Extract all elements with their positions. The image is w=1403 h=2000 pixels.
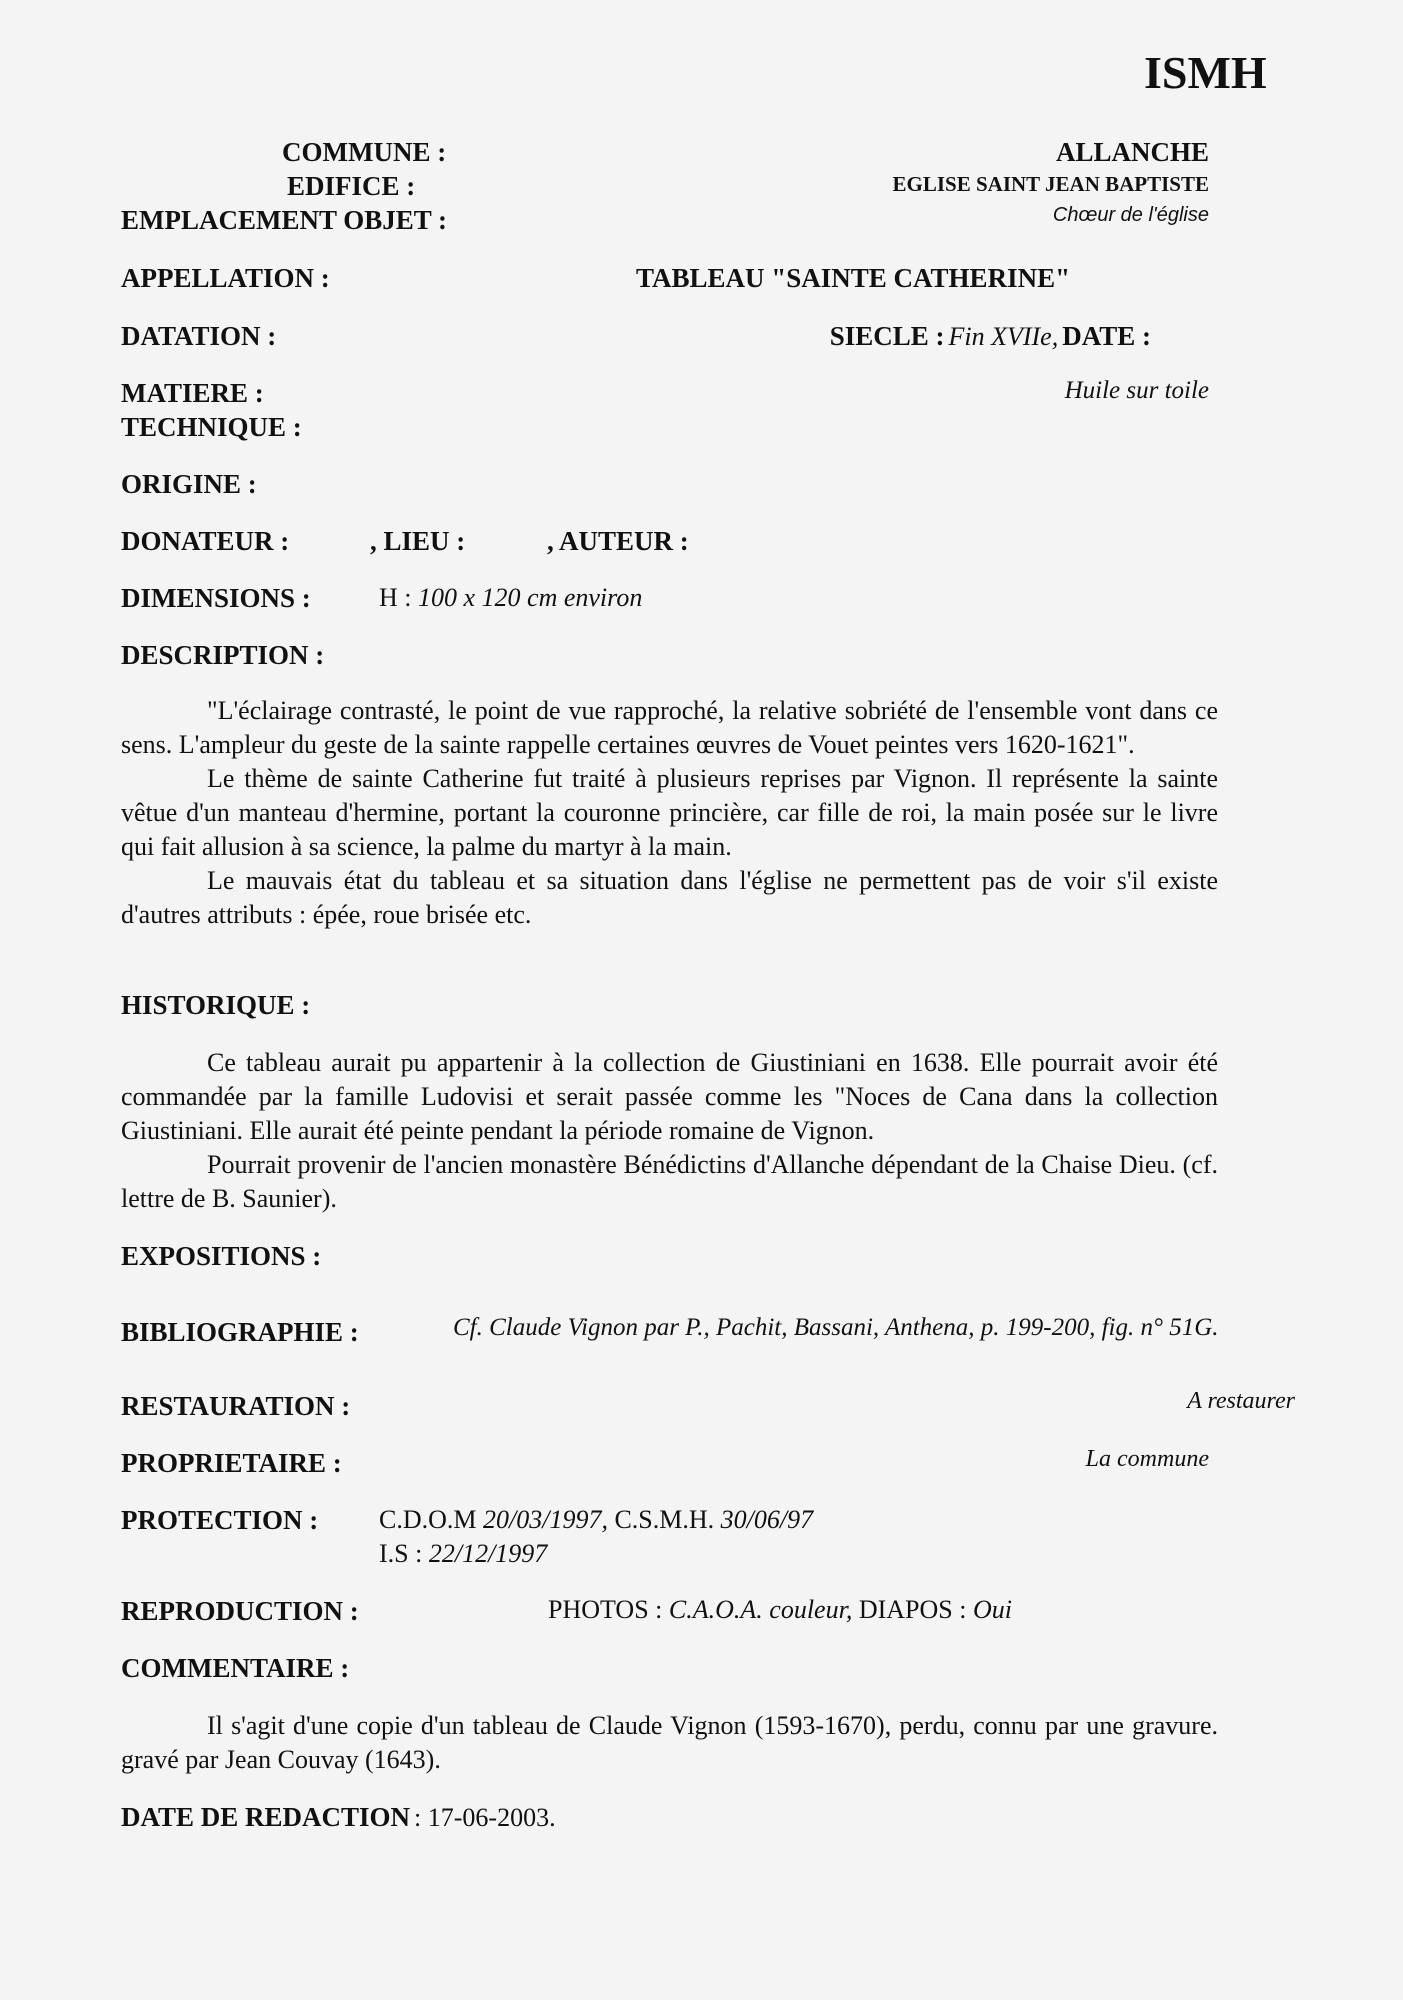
- protection-cdom-date: 20/03/1997,: [483, 1505, 608, 1534]
- siecle-label: SIECLE :: [829, 321, 945, 351]
- siecle-value: Fin XVIIe,: [948, 322, 1059, 351]
- protection-line-1: [379, 1505, 813, 1535]
- dimensions-prefix: H :: [379, 583, 412, 612]
- protection-line-2: [379, 1539, 547, 1569]
- commune-label: COMMUNE :: [282, 137, 447, 167]
- historique-text: [121, 1046, 1218, 1216]
- appellation-value: TABLEAU "SAINTE CATHERINE": [636, 263, 1071, 293]
- reproduction-field: [548, 1595, 1012, 1625]
- origine-label: ORIGINE :: [121, 469, 257, 499]
- commune-value: ALLANCHE: [1055, 137, 1209, 167]
- historique-paragraph: Ce tableau aurait pu appartenir à la collection de Giustiniani en 1638. Elle pourrait avoir été commandée par la famille Ludovisi et serait passée comme les "Noces de Cana dans la collection Giustiniani. Elle aurait été peinte pendant la période romaine de Vignon.: [121, 1048, 1218, 1145]
- bibliographie-label: BIBLIOGRAPHIE :: [121, 1317, 359, 1347]
- bibliographie-value: Cf. Claude Vignon par P., Pachit, Bassani, Anthena, p. 199-200, fig. n° 51G.: [453, 1314, 1219, 1341]
- edifice-label: EDIFICE :: [287, 171, 416, 201]
- matiere-label: MATIERE :: [121, 378, 264, 408]
- technique-label: TECHNIQUE :: [121, 412, 302, 442]
- commentaire-paragraph: Il s'agit d'une copie d'un tableau de Claude Vignon (1593-1670), perdu, connu par une gravure. gravé par Jean Couvay (1643).: [121, 1711, 1218, 1774]
- expositions-label: EXPOSITIONS :: [121, 1241, 322, 1271]
- lieu-label: , LIEU :: [370, 526, 466, 556]
- proprietaire-label: PROPRIETAIRE :: [121, 1448, 342, 1478]
- dimensions-value: 100 x 120 cm environ: [418, 583, 643, 612]
- restauration-label: RESTAURATION :: [121, 1391, 351, 1421]
- matiere-value: Huile sur toile: [1064, 377, 1209, 404]
- date-redaction-value: : 17-06-2003.: [414, 1803, 556, 1832]
- auteur-label: , AUTEUR :: [547, 526, 689, 556]
- description-text: [121, 694, 1218, 932]
- description-paragraph: Le thème de sainte Catherine fut traité à plusieurs reprises par Vignon. Il représente la sainte vêtue d'un manteau d'hermine, portant la couronne princière, car fille de roi, la main posée sur le livre qui fait allusion à sa science, la palme du martyr à la main.: [121, 764, 1218, 861]
- protection-csmh-date: 30/06/97: [720, 1505, 814, 1534]
- emplacement-label: EMPLACEMENT OBJET :: [121, 205, 448, 235]
- historique-paragraph: Pourrait provenir de l'ancien monastère Bénédictins d'Allanche dépendant de la Chaise Dieu. (cf. lettre de B. Saunier).: [121, 1150, 1218, 1213]
- siecle-field: [830, 321, 1151, 352]
- description-paragraph: Le mauvais état du tableau et sa situation dans l'église ne permettent pas de voir s'il existe d'autres attributs : épée, roue brisée etc.: [121, 866, 1218, 929]
- edifice-value: EGLISE SAINT JEAN BAPTISTE: [892, 172, 1209, 196]
- appellation-label: APPELLATION :: [121, 263, 330, 293]
- protection-label: PROTECTION :: [121, 1505, 319, 1535]
- diapos-label: DIAPOS :: [858, 1595, 967, 1624]
- reproduction-label: REPRODUCTION :: [121, 1596, 359, 1626]
- protection-cdom: C.D.O.M: [379, 1505, 477, 1534]
- protection-csmh: C.S.M.H.: [614, 1505, 715, 1534]
- dimensions-field: [379, 583, 642, 613]
- donateur-label: DONATEUR :: [121, 526, 290, 556]
- protection-is-date: 22/12/1997: [428, 1539, 548, 1568]
- document-badge: ISMH: [1144, 47, 1267, 98]
- photos-value: C.A.O.A. couleur,: [668, 1595, 853, 1624]
- photos-label: PHOTOS :: [548, 1595, 663, 1624]
- datation-label: DATATION :: [121, 321, 277, 351]
- commentaire-text: [121, 1709, 1218, 1777]
- restauration-value: A restaurer: [1187, 1388, 1295, 1414]
- emplacement-value: Chœur de l'église: [1052, 204, 1209, 226]
- protection-is: I.S :: [379, 1539, 423, 1568]
- diapos-value: Oui: [972, 1595, 1012, 1624]
- description-label: DESCRIPTION :: [121, 640, 325, 670]
- date-redaction-field: [121, 1802, 556, 1833]
- commentaire-label: COMMENTAIRE :: [121, 1653, 350, 1683]
- date-label: DATE :: [1062, 321, 1151, 351]
- description-paragraph: "L'éclairage contrasté, le point de vue rapproché, la relative sobriété de l'ensemble vont dans ce sens. L'ampleur du geste de la sainte rappelle certaines œuvres de Vouet peintes vers 1620-1621".: [121, 696, 1218, 759]
- proprietaire-value: La commune: [1085, 1446, 1209, 1472]
- historique-label: HISTORIQUE :: [121, 990, 311, 1020]
- dimensions-label: DIMENSIONS :: [121, 583, 311, 613]
- date-redaction-label: DATE DE REDACTION: [121, 1802, 411, 1832]
